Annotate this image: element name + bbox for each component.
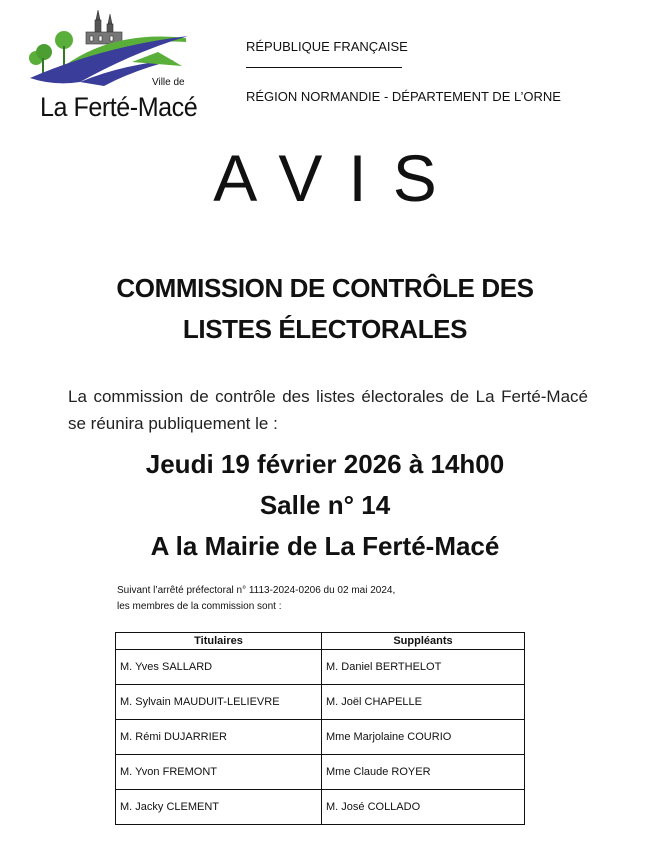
page-title: AVIS — [213, 141, 463, 215]
logo-town-name: La Ferté-Macé — [40, 92, 198, 122]
church-icon — [86, 10, 122, 44]
members-table — [115, 632, 525, 825]
titulaire-cell: M. Yves SALLARD — [116, 650, 322, 685]
republique-label: RÉPUBLIQUE FRANÇAISE — [246, 39, 408, 54]
titulaire-cell: M. Yvon FREMONT — [116, 755, 322, 790]
table-row — [116, 720, 525, 755]
column-header-suppleants: Suppléants — [322, 633, 525, 650]
titulaire-cell: M. Jacky CLEMENT — [116, 790, 322, 825]
meeting-place: A la Mairie de La Ferté-Macé — [150, 531, 500, 561]
suppleant-cell: M. José COLLADO — [322, 790, 525, 825]
tree-icon — [36, 44, 52, 60]
titulaire-cell: M. Rémi DUJARRIER — [116, 720, 322, 755]
table-row — [116, 755, 525, 790]
titulaire-cell: M. Sylvain MAUDUIT-LELIEVRE — [116, 685, 322, 720]
table-row — [116, 650, 525, 685]
table-header-row — [116, 633, 525, 650]
suppleant-cell: M. Daniel BERTHELOT — [322, 650, 525, 685]
logo-small-text: Ville de — [152, 77, 185, 88]
region-label: RÉGION NORMANDIE - DÉPARTEMENT DE L’ORNE — [246, 89, 561, 104]
table-row — [116, 685, 525, 720]
column-header-titulaires: Titulaires — [116, 633, 322, 650]
meeting-date: Jeudi 19 février 2026 à 14h00 — [145, 449, 505, 479]
arrete-line: Suivant l’arrêté préfectoral n° 1113-2024-0206 du 02 mai 2024, — [117, 585, 396, 596]
suppleant-cell: Mme Claude ROYER — [322, 755, 525, 790]
suppleant-cell: Mme Marjolaine COURIO — [322, 720, 525, 755]
intro-paragraph: La commission de contrôle des listes électorales de La Ferté-Macé se réunira publiquement le : — [68, 387, 588, 433]
notice-title-line1: COMMISSION DE CONTRÔLE DES — [116, 273, 534, 303]
notice-title-line2: LISTES ÉLECTORALES — [182, 314, 468, 344]
header-divider — [246, 67, 402, 68]
meeting-room: Salle n° 14 — [259, 490, 391, 520]
town-logo — [24, 6, 198, 124]
arrete-line: les membres de la commission sont : — [117, 601, 282, 612]
arrete-reference — [117, 583, 395, 615]
suppleant-cell: M. Joël CHAPELLE — [322, 685, 525, 720]
table-row — [116, 790, 525, 825]
